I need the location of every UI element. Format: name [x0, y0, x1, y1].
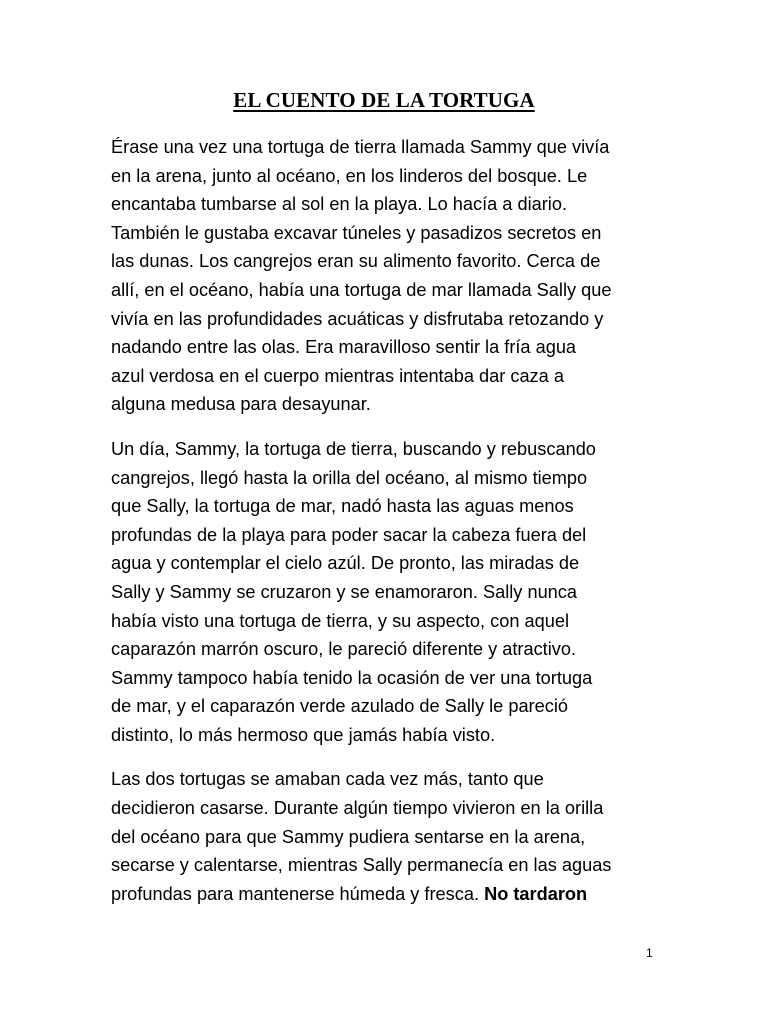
paragraph-2	[111, 435, 667, 750]
text-line: de mar, y el caparazón verde azulado de Sally le pareció	[111, 696, 568, 717]
text-line: agua y contemplar el cielo azúl. De pronto, las miradas de	[111, 553, 580, 574]
document-body	[111, 133, 667, 924]
text-line: cangrejos, llegó hasta la orilla del océano, al mismo tiempo	[111, 467, 588, 488]
page-number: 1	[646, 946, 653, 960]
text-line: Un día, Sammy, la tortuga de tierra, buscando y rebuscando	[111, 438, 596, 459]
text-line: que Sally, la tortuga de mar, nadó hasta las aguas menos	[111, 496, 574, 517]
paragraph-3	[111, 765, 667, 908]
text-line: vivía en las profundidades acuáticas y disfrutaba retozando y	[111, 308, 604, 329]
text-line: azul verdosa en el cuerpo mientras intentaba dar caza a	[111, 365, 564, 386]
text-line: encantaba tumbarse al sol en la playa. Lo hacía a diario.	[111, 194, 567, 215]
text-line: del océano para que Sammy pudiera sentarse en la arena,	[111, 826, 586, 847]
text-line: distinto, lo más hermoso que jamás había visto.	[111, 724, 496, 745]
text-line: las dunas. Los cangrejos eran su alimento favorito. Cerca de	[111, 251, 601, 272]
text-line: Érase una vez una tortuga de tierra llamada Sammy que vivía	[111, 137, 610, 157]
bold-text-segment: No tardaron	[484, 883, 588, 904]
text-line: decidieron casarse. Durante algún tiempo vivieron en la orilla	[111, 798, 604, 819]
text-line: profundas de la playa para poder sacar la cabeza fuera del	[111, 524, 587, 545]
text-line: nadando entre las olas. Era maravilloso sentir la fría agua	[111, 337, 577, 358]
text-line: caparazón marrón oscuro, le pareció diferente y atractivo.	[111, 639, 577, 660]
document-title: EL CUENTO DE LA TORTUGA	[233, 88, 535, 112]
text-segment: profundas para mantenerse húmeda y fresca.	[111, 883, 485, 904]
text-line: había visto una tortuga de tierra, y su aspecto, con aquel	[111, 610, 570, 631]
text-line: Sammy tampoco había tenido la ocasión de ver una tortuga	[111, 667, 593, 688]
text-line: alguna medusa para desayunar.	[111, 394, 371, 415]
text-line: También le gustaba excavar túneles y pasadizos secretos en	[111, 222, 602, 243]
text-line-last	[111, 880, 667, 909]
text-line: secarse y calentarse, mientras Sally permanecía en las aguas	[111, 855, 612, 876]
paragraph-1	[111, 133, 667, 419]
text-line: en la arena, junto al océano, en los linderos del bosque. Le	[111, 165, 588, 186]
text-line: allí, en el océano, había una tortuga de mar llamada Sally que	[111, 279, 612, 300]
text-line: Las dos tortugas se amaban cada vez más, tanto que	[111, 769, 544, 790]
text-line: Sally y Sammy se cruzaron y se enamoraron. Sally nunca	[111, 581, 578, 602]
